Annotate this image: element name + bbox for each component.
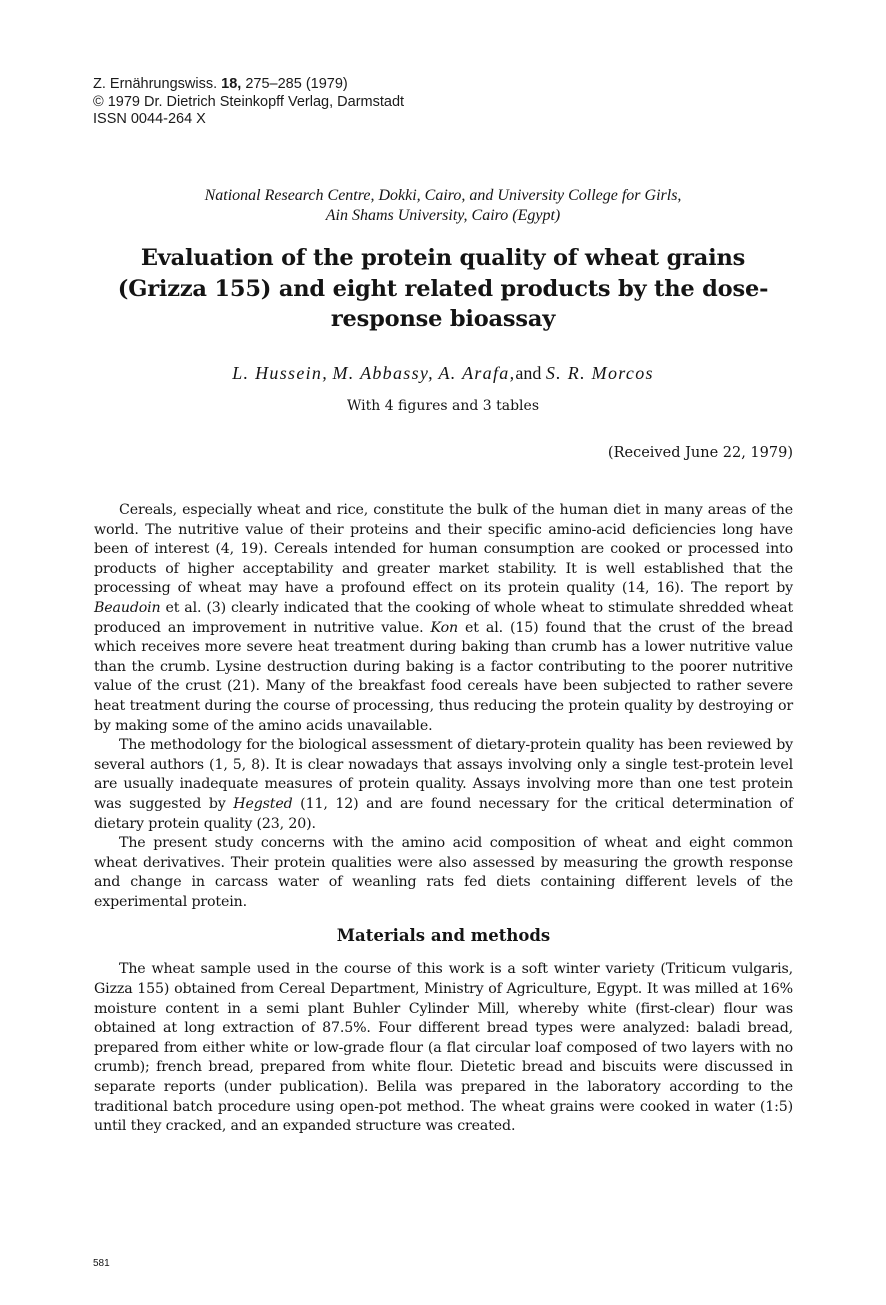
- paragraph-introduction: [94, 501, 793, 736]
- journal-citation: [93, 76, 404, 129]
- copyright-line: © 1979 Dr. Dietrich Steinkopff Verlag, Darmstadt: [93, 93, 405, 110]
- text-run: Cereals, especially wheat and rice, constitute the bulk of the human diet in many areas of the world. The nutritive value of their proteins and their specific amino-acid deficiencies long have been of interest (4, 19). Cereals intended for human consumption are cooked or processed into products of higher acceptability and greater market stability. It is well established that the processing of wheat may have a profound effect on its protein quality (14, 16). The report by: [94, 502, 793, 597]
- author-1: L. Hussein,: [232, 363, 329, 383]
- text-run: The methodology for the biological assessment of dietary-protein quality has been reviewed by several authors (1, 5, 8). It is clear nowadays that assays involving only a single test-protein level are usually inadequate measures of protein quality. Assays involving more than one test protein was suggested by: [94, 737, 793, 812]
- author-2: M. Abbassy,: [332, 363, 434, 383]
- paragraph-present-study: The present study concerns with the amino acid composition of wheat and eight common wheat derivatives. Their protein qualities were also assessed by measuring the growth response and change in carcass water of weanling rats fed diets containing different levels of the experimental protein.: [94, 835, 793, 910]
- paragraph-methodology: [94, 736, 793, 834]
- issn-line: ISSN 0044-264 X: [93, 111, 206, 127]
- journal-pages: 275–285 (1979): [245, 76, 348, 92]
- author-4: S. R. Morcos: [545, 363, 654, 383]
- received-date: (Received June 22, 1979): [607, 445, 793, 461]
- text-run: (11, 12) and are found necessary for the critical determination of dietary protein quality (23, 20).: [94, 795, 793, 832]
- article-body: [94, 501, 793, 1137]
- affiliation-line-2: Ain Shams University, Cairo (Egypt): [325, 207, 561, 224]
- author-conjunction: and: [515, 363, 542, 383]
- affiliation: [93, 186, 793, 226]
- paper-title: Evaluation of the protein quality of wheat grains (Grizza 155) and eight related products by the dose-response bioassay: [117, 245, 769, 332]
- section-heading: Materials and methods: [336, 926, 551, 946]
- text-run: et al. (3) clearly indicated that the cooking of whole wheat to stimulate shredded wheat produced an improvement in nutritive value.: [94, 599, 793, 636]
- journal-name: Z. Ernährungswiss.: [93, 76, 218, 92]
- journal-volume: 18,: [221, 76, 242, 92]
- author-3: A. Arafa,: [438, 363, 516, 383]
- author-list: [93, 362, 793, 384]
- figures-tables-note: With 4 figures and 3 tables: [346, 398, 539, 414]
- page-folio: 581: [93, 1258, 110, 1269]
- journal-reference: [93, 76, 404, 94]
- paragraph-materials: The wheat sample used in the course of this work is a soft winter variety (Triticum vulgaris, Gizza 155) obtained from Cereal Department, Ministry of Agriculture, Egypt. It was milled at 16% moisture content in a semi plant Buhler Cylinder Mill, whereby white (first-clear) flour was obtained at long extraction of 87.5%. Four different bread types were analyzed: baladi bread, prepared from either white or low-grade flour (a flat circular loaf composed of two layers with no crumb); french bread, prepared from white flour. Dietetic bread and biscuits were discussed in separate reports (under publication). Belila was prepared in the laboratory according to the traditional batch procedure using open-pot method. The wheat grains were cooked in water (1:5) until they cracked, and an expanded structure was created.: [94, 961, 793, 1135]
- cited-author-kon: Kon: [430, 619, 458, 636]
- text-run: et al. (15) found that the crust of the bread which receives more severe heat treatment during baking than crumb has a lower nutritive value than the crumb. Lysine destruction during baking is a factor contributing to the poorer nutritive value of the crust (21). Many of the breakfast food cereals have been subjected to rather severe heat treatment during the course of processing, thus reducing the protein quality by destroying or by making some of the amino acids unavailable.: [94, 619, 794, 734]
- affiliation-line-1: National Research Centre, Dokki, Cairo, and University College for Girls,: [204, 187, 682, 204]
- cited-author-beaudoin: Beaudoin: [94, 599, 161, 616]
- cited-author-hegsted: Hegsted: [233, 795, 293, 812]
